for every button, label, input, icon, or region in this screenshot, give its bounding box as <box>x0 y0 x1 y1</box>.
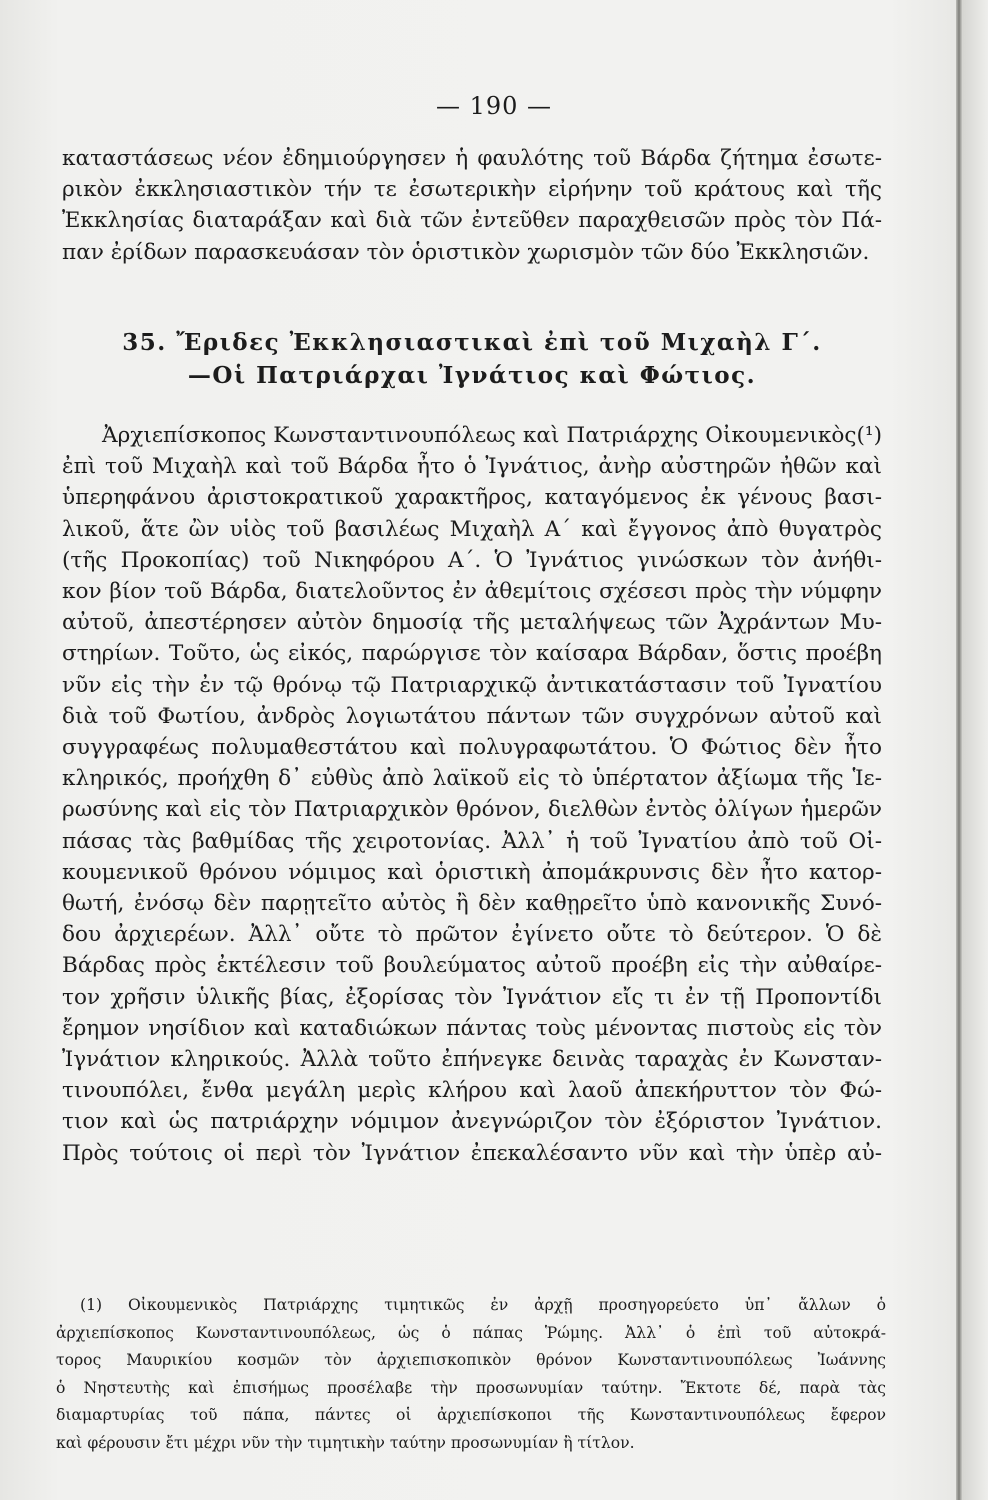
footnote-line: ἀρχιεπίσκοπος Κωνσταντινουπόλεως, ὡς ὁ πάπας Ῥώμης. Ἀλλ᾽ ὁ ἐπὶ τοῦ αὐτοκρά- <box>56 1323 886 1342</box>
text-line: λικοῦ, ἅτε ὢν υἱὸς τοῦ βασιλέως Μιχαὴλ Α΄ καὶ ἔγγονος ἀπὸ θυγατρὸς <box>62 516 882 542</box>
text-line: διὰ τοῦ Φωτίου, ἀνδρὸς λογιωτάτου πάντων τῶν συγχρόνων αὐτοῦ καὶ <box>62 703 882 729</box>
text-line: (τῆς Προκοπίας) τοῦ Νικηφόρου Α΄. Ὁ Ἰγνάτιος γινώσκων τὸν ἀνήθι- <box>62 547 882 573</box>
text-line: τιον καὶ ὡς πατριάρχην νόμιμον ἀνεγνώριζον τὸν ἐξόριστον Ἰγνάτιον. <box>62 1109 882 1135</box>
section-heading-line: 35. Ἔριδες Ἐκκλησιαστικαὶ ἐπὶ τοῦ Μιχαὴλ Γ΄. <box>122 329 822 356</box>
section-heading <box>62 326 882 392</box>
paragraph-main <box>62 420 882 1169</box>
text-line: τον χρῆσιν ὑλικῆς βίας, ἐξορίσας τὸν Ἰγνάτιον εἴς τι ἐν τῇ Προποντίδι <box>62 984 882 1010</box>
text-line: Ἐκκλησίας διαταράξαν καὶ διὰ τῶν ἐντεῦθεν παραχθεισῶν πρὸς τὸν Πά- <box>62 208 882 234</box>
page-number: — 190 — <box>435 92 553 120</box>
text-line: Βάρδας πρὸς ἐκτέλεσιν τοῦ βουλεύματος αὐτοῦ προέβη εἰς τὴν αὐθαίρε- <box>62 953 882 979</box>
text-line: ἔρημον νησίδιον καὶ καταδιώκων πάντας τοὺς μένοντας πιστοὺς εἰς τὸν <box>62 1015 882 1041</box>
text-line: Πρὸς τούτοις οἱ περὶ τὸν Ἰγνάτιον ἐπεκαλέσαντο νῦν καὶ τὴν ὑπὲρ αὐ- <box>62 1140 882 1166</box>
text-line: νῦν εἰς τὴν ἐν τῷ θρόνῳ τῷ Πατριαρχικῷ ἀντικατάστασιν τοῦ Ἰγνατίου <box>62 672 882 698</box>
text-line: δου ἀρχιερέων. Ἀλλ᾽ οὔτε τὸ πρῶτον ἐγίνετο οὔτε τὸ δεύτερον. Ὁ δὲ <box>62 922 882 948</box>
text-line: κον βίον τοῦ Βάρδα, διατελοῦντος ἐν ἀθεμίτοις σχέσεσι πρὸς τὴν νύμφην <box>62 579 882 605</box>
section-heading-line: —Οἱ Πατριάρχαι Ἰγνάτιος καὶ Φώτιος. <box>187 362 757 389</box>
footnote-line: διαμαρτυρίας τοῦ πάπα, πάντες οἱ ἀρχιεπίσκοποι τῆς Κωνσταντινουπόλεως ἔφερον <box>56 1406 886 1425</box>
text-line: ὑπερηφάνου ἀριστοκρατικοῦ χαρακτῆρος, καταγόμενος ἐκ γένους βασι- <box>62 485 882 511</box>
footnote-line: τορος Μαυρικίου κοσμῶν τὸν ἀρχιεπισκοπικὸν θρόνον Κωνσταντινουπόλεως Ἰωάννης <box>56 1351 886 1370</box>
text-line: καταστάσεως νέον ἐδημιούργησεν ἡ φαυλότης τοῦ Βάρδα ζήτημα ἐσωτε- <box>62 146 882 171</box>
text-line: ρικὸν ἐκκλησιαστικὸν τήν τε ἐσωτερικὴν εἰρήνην τοῦ κράτους καὶ τῆς <box>62 177 882 203</box>
text-line: τινουπόλει, ἔνθα μεγάλη μερὶς κλήρου καὶ λαοῦ ἀπεκήρυττον τὸν Φώ- <box>62 1078 882 1104</box>
text-line: ρωσύνης καὶ εἰς τὸν Πατριαρχικὸν θρόνον, διελθὼν ἐντὸς ὀλίγων ἡμερῶν <box>62 797 882 823</box>
text-line: Ἀρχιεπίσκοπος Κωνσταντινουπόλεως καὶ Πατριάρχης Οἰκουμενικὸς(¹) <box>102 423 882 448</box>
text-line: ἐπὶ τοῦ Μιχαὴλ καὶ τοῦ Βάρδα ἦτο ὁ Ἰγνάτιος, ἀνὴρ αὐστηρῶν ἠθῶν καὶ <box>62 454 882 480</box>
text-line: παν ἐρίδων παρασκευάσαν τὸν ὁριστικὸν χωρισμὸν τῶν δύο Ἐκκλησιῶν. <box>62 239 870 265</box>
text-line: θωτή, ἐνόσῳ δὲν παρῃτεῖτο αὐτὸς ἢ δὲν καθῃρεῖτο ὑπὸ κανονικῆς Συνό- <box>62 891 882 917</box>
paragraph-continuation <box>62 143 882 268</box>
book-spine <box>956 0 962 1500</box>
footnote-line: ὁ Νηστευτὴς καὶ ἐπισήμως προσέλαβε τὴν προσωνυμίαν ταύτην. Ἔκτοτε δέ, παρὰ τὰς <box>56 1378 886 1397</box>
text-line: Ἰγνάτιον κληρικούς. Ἀλλὰ τοῦτο ἐπήνεγκε δεινὰς ταραχὰς ἐν Κωνσταν- <box>62 1047 882 1073</box>
text-line: πάσας τὰς βαθμίδας τῆς χειροτονίας. Ἀλλ᾽ ἡ τοῦ Ἰγνατίου ἀπὸ τοῦ Οἰ- <box>62 828 882 854</box>
text-line: αὐτοῦ, ἀπεστέρησεν αὐτὸν δημοσίᾳ τῆς μεταλήψεως τῶν Ἀχράντων Μυ- <box>62 610 882 636</box>
footnote-line: (1) Οἰκουμενικὸς Πατριάρχης τιμητικῶς ἐν ἀρχῇ προσηγορεύετο ὑπ᾽ ἄλλων ὁ <box>80 1296 886 1314</box>
footnote <box>56 1292 886 1458</box>
text-line: κληρικός, προήχθη δ᾽ εὐθὺς ἀπὸ λαϊκοῦ εἰς τὸ ὑπέρτατον ἀξίωμα τῆς Ἱε- <box>62 766 882 792</box>
footnote-line: καὶ φέρουσιν ἔτι μέχρι νῦν τὴν τιμητικὴν ταύτην προσωνυμίαν ἢ τίτλον. <box>56 1433 635 1452</box>
text-line: κουμενικοῦ θρόνου νόμιμος καὶ ὁριστικὴ ἀπομάκρυνσις δὲν ἦτο κατορ- <box>62 859 882 885</box>
text-line: συγγραφέως πολυμαθεστάτου καὶ πολυγραφωτάτου. Ὁ Φώτιος δὲν ἦτο <box>62 735 882 761</box>
text-line: στηρίων. Τοῦτο, ὡς εἰκός, παρώργισε τὸν καίσαρα Βάρδαν, ὅστις προέβη <box>62 641 882 667</box>
page-edge <box>962 0 988 1500</box>
